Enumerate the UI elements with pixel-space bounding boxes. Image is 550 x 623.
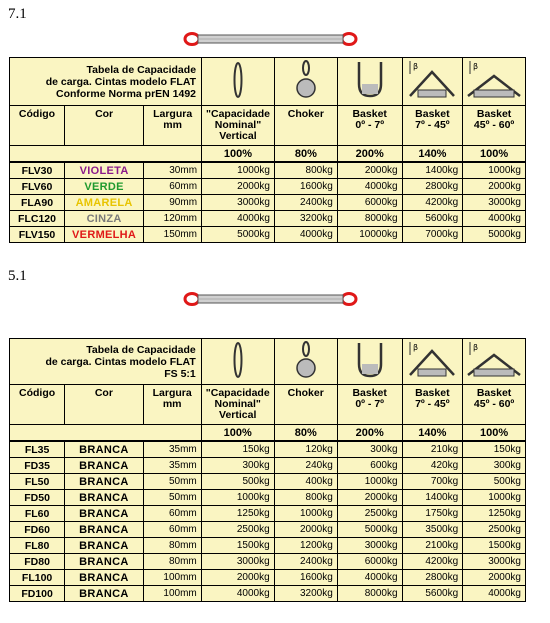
- header-basket-45-60: Basket 45º - 60º: [463, 106, 526, 146]
- cell-width: 150mm: [144, 227, 202, 243]
- cell-choker: 240kg: [274, 458, 337, 474]
- basket-angle-7-45-icon: [402, 58, 463, 106]
- cell-code: FD35: [10, 458, 65, 474]
- table-row: [10, 179, 526, 195]
- cell-code: FL60: [10, 506, 65, 522]
- section-label-7-1: 7.1: [8, 6, 27, 22]
- header-basket-0-7: Basket 0º - 7º: [337, 106, 402, 146]
- cell-color: BRANCA: [65, 522, 143, 538]
- cell-vertical: 500kg: [201, 474, 274, 490]
- svg-text:β: β: [413, 62, 419, 71]
- cell-vertical: 150kg: [201, 441, 274, 458]
- cell-color: CINZA: [65, 211, 144, 227]
- cell-width: 80mm: [143, 554, 201, 570]
- table-row: [10, 227, 526, 243]
- cell-basket-7-45: 420kg: [402, 458, 463, 474]
- pct-basket-0-7: 200%: [337, 146, 402, 163]
- cell-choker: 800kg: [274, 162, 337, 179]
- cell-color: BRANCA: [65, 570, 143, 586]
- cell-basket-7-45: 1400kg: [402, 490, 463, 506]
- pct-blank: [10, 146, 202, 163]
- cell-width: 50mm: [143, 490, 201, 506]
- basket-hitch-icon: [337, 339, 402, 385]
- basket-hitch-icon: [337, 58, 402, 106]
- cell-choker: 400kg: [274, 474, 337, 490]
- cell-code: FLV30: [10, 162, 65, 179]
- cell-choker: 2400kg: [274, 195, 337, 211]
- cell-basket-45-60: 150kg: [463, 441, 526, 458]
- table-row: [10, 211, 526, 227]
- header-basket-0-7: Basket 0º - 7º: [337, 385, 402, 425]
- cell-color: BRANCA: [65, 490, 143, 506]
- pct-vertical: 100%: [201, 425, 274, 442]
- table-row: [10, 506, 526, 522]
- cell-basket-45-60: 2000kg: [463, 570, 526, 586]
- cell-vertical: 300kg: [201, 458, 274, 474]
- cell-vertical: 4000kg: [202, 211, 275, 227]
- pct-choker: 80%: [274, 425, 337, 442]
- cell-width: 30mm: [144, 162, 202, 179]
- cell-color: BRANCA: [65, 538, 143, 554]
- cell-basket-45-60: 1000kg: [463, 490, 526, 506]
- cell-width: 60mm: [144, 179, 202, 195]
- cell-basket-0-7: 4000kg: [337, 570, 402, 586]
- cell-vertical: 1000kg: [202, 162, 275, 179]
- cell-basket-0-7: 8000kg: [337, 211, 402, 227]
- cell-choker: 3200kg: [274, 211, 337, 227]
- cell-width: 100mm: [143, 570, 201, 586]
- cell-width: 60mm: [143, 522, 201, 538]
- header-basket-7-45: Basket 7º - 45º: [402, 106, 463, 146]
- header-cor: Cor: [65, 385, 143, 425]
- svg-text:β: β: [473, 62, 479, 71]
- cell-code: FL35: [10, 441, 65, 458]
- cell-code: FL100: [10, 570, 65, 586]
- cell-color: BRANCA: [65, 506, 143, 522]
- cell-basket-0-7: 4000kg: [337, 179, 402, 195]
- cell-code: FD60: [10, 522, 65, 538]
- cell-vertical: 1000kg: [201, 490, 274, 506]
- cell-basket-45-60: 2000kg: [463, 179, 526, 195]
- cell-code: FLA90: [10, 195, 65, 211]
- cell-color: VERMELHA: [65, 227, 144, 243]
- table-row: [10, 522, 526, 538]
- cell-choker: 120kg: [274, 441, 337, 458]
- cell-basket-45-60: 5000kg: [463, 227, 526, 243]
- table-title: Tabela de Capacidade de carga. Cintas modelo FLAT FS 5:1: [10, 339, 202, 385]
- cell-choker: 2400kg: [274, 554, 337, 570]
- table-row: [10, 554, 526, 570]
- cell-choker: 2000kg: [274, 522, 337, 538]
- cell-basket-0-7: 2500kg: [337, 506, 402, 522]
- cell-vertical: 3000kg: [202, 195, 275, 211]
- cell-width: 80mm: [143, 538, 201, 554]
- cell-basket-7-45: 2800kg: [402, 570, 463, 586]
- cell-vertical: 4000kg: [201, 586, 274, 602]
- cell-basket-7-45: 3500kg: [402, 522, 463, 538]
- basket-angle-45-60-icon: [463, 339, 526, 385]
- cell-choker: 3200kg: [274, 586, 337, 602]
- header-largura: Largura mm: [144, 106, 202, 146]
- cell-basket-0-7: 10000kg: [337, 227, 402, 243]
- table-row: [10, 195, 526, 211]
- pct-basket-45-60: 100%: [463, 146, 526, 163]
- table-title: Tabela de Capacidade de carga. Cintas modelo FLAT Conforme Norma prEN 1492: [10, 58, 202, 106]
- cell-basket-0-7: 3000kg: [337, 538, 402, 554]
- header-codigo: Código: [10, 106, 65, 146]
- basket-angle-7-45-icon: [402, 339, 463, 385]
- table-row: [10, 538, 526, 554]
- cell-basket-7-45: 5600kg: [402, 586, 463, 602]
- basket-angle-45-60-icon: [463, 58, 526, 106]
- cell-vertical: 5000kg: [202, 227, 275, 243]
- cell-code: FL80: [10, 538, 65, 554]
- cell-width: 50mm: [143, 474, 201, 490]
- pct-choker: 80%: [274, 146, 337, 163]
- cell-basket-0-7: 600kg: [337, 458, 402, 474]
- cell-basket-0-7: 300kg: [337, 441, 402, 458]
- header-codigo: Código: [10, 385, 65, 425]
- cell-width: 35mm: [143, 441, 201, 458]
- cell-basket-45-60: 500kg: [463, 474, 526, 490]
- pct-basket-45-60: 100%: [463, 425, 526, 442]
- cell-code: FD100: [10, 586, 65, 602]
- header-basket-7-45: Basket 7º - 45º: [402, 385, 463, 425]
- cell-basket-45-60: 3000kg: [463, 195, 526, 211]
- cell-choker: 4000kg: [274, 227, 337, 243]
- header-basket-45-60: Basket 45º - 60º: [463, 385, 526, 425]
- cell-width: 90mm: [144, 195, 202, 211]
- cell-basket-7-45: 700kg: [402, 474, 463, 490]
- section-label-5-1: 5.1: [8, 268, 27, 284]
- cell-width: 120mm: [144, 211, 202, 227]
- cell-basket-0-7: 8000kg: [337, 586, 402, 602]
- cell-color: BRANCA: [65, 458, 143, 474]
- cell-basket-45-60: 300kg: [463, 458, 526, 474]
- choker-hitch-icon: [274, 58, 337, 106]
- vertical-lift-icon: [201, 339, 274, 385]
- cell-choker: 1600kg: [274, 179, 337, 195]
- cell-width: 100mm: [143, 586, 201, 602]
- cell-code: FD80: [10, 554, 65, 570]
- cell-color: VIOLETA: [65, 162, 144, 179]
- cell-color: BRANCA: [65, 474, 143, 490]
- cell-vertical: 2500kg: [201, 522, 274, 538]
- cell-choker: 1200kg: [274, 538, 337, 554]
- header-choker: Choker: [274, 385, 337, 425]
- cell-choker: 800kg: [274, 490, 337, 506]
- cell-basket-45-60: 1000kg: [463, 162, 526, 179]
- table-row: [10, 441, 526, 458]
- cell-choker: 1000kg: [274, 506, 337, 522]
- cell-basket-45-60: 1250kg: [463, 506, 526, 522]
- table-row: [10, 458, 526, 474]
- cell-basket-45-60: 4000kg: [463, 586, 526, 602]
- pct-basket-7-45: 140%: [402, 146, 463, 163]
- pct-basket-7-45: 140%: [402, 425, 463, 442]
- table-row: [10, 490, 526, 506]
- cell-basket-7-45: 1750kg: [402, 506, 463, 522]
- cell-basket-0-7: 2000kg: [337, 490, 402, 506]
- vertical-lift-icon: [202, 58, 275, 106]
- cell-code: FLV150: [10, 227, 65, 243]
- svg-text:β: β: [473, 343, 479, 352]
- cell-basket-0-7: 2000kg: [337, 162, 402, 179]
- cell-width: 60mm: [143, 506, 201, 522]
- cell-vertical: 1500kg: [201, 538, 274, 554]
- cell-color: AMARELA: [65, 195, 144, 211]
- cell-choker: 1600kg: [274, 570, 337, 586]
- pct-blank: [10, 425, 202, 442]
- pct-vertical: 100%: [202, 146, 275, 163]
- cell-basket-7-45: 210kg: [402, 441, 463, 458]
- flat-sling-icon: [183, 31, 358, 47]
- cell-width: 35mm: [143, 458, 201, 474]
- cell-basket-45-60: 1500kg: [463, 538, 526, 554]
- cell-basket-0-7: 6000kg: [337, 554, 402, 570]
- cell-color: BRANCA: [65, 441, 143, 458]
- cell-vertical: 2000kg: [201, 570, 274, 586]
- cell-basket-0-7: 1000kg: [337, 474, 402, 490]
- cell-basket-7-45: 1400kg: [402, 162, 463, 179]
- cell-code: FLV60: [10, 179, 65, 195]
- header-vertical: "Capacidade Nominal" Vertical: [202, 106, 275, 146]
- cell-basket-0-7: 6000kg: [337, 195, 402, 211]
- cell-code: FD50: [10, 490, 65, 506]
- header-largura: Largura mm: [143, 385, 201, 425]
- cell-basket-7-45: 4200kg: [402, 554, 463, 570]
- cell-color: VERDE: [65, 179, 144, 195]
- cell-vertical: 2000kg: [202, 179, 275, 195]
- capacity-table-5-1: [9, 338, 526, 602]
- choker-hitch-icon: [274, 339, 337, 385]
- cell-basket-45-60: 3000kg: [463, 554, 526, 570]
- header-choker: Choker: [274, 106, 337, 146]
- table-row: [10, 474, 526, 490]
- cell-basket-7-45: 2100kg: [402, 538, 463, 554]
- cell-vertical: 3000kg: [201, 554, 274, 570]
- header-vertical: "Capacidade Nominal" Vertical: [201, 385, 274, 425]
- cell-code: FL50: [10, 474, 65, 490]
- cell-basket-7-45: 7000kg: [402, 227, 463, 243]
- cell-basket-0-7: 5000kg: [337, 522, 402, 538]
- cell-color: BRANCA: [65, 554, 143, 570]
- cell-basket-7-45: 5600kg: [402, 211, 463, 227]
- cell-basket-45-60: 2500kg: [463, 522, 526, 538]
- cell-color: BRANCA: [65, 586, 143, 602]
- table-row: [10, 570, 526, 586]
- cell-code: FLC120: [10, 211, 65, 227]
- svg-text:β: β: [413, 343, 419, 352]
- header-cor: Cor: [65, 106, 144, 146]
- table-row: [10, 586, 526, 602]
- cell-basket-7-45: 2800kg: [402, 179, 463, 195]
- flat-sling-icon: [183, 291, 358, 307]
- capacity-table-7-1: [9, 57, 526, 243]
- cell-vertical: 1250kg: [201, 506, 274, 522]
- cell-basket-45-60: 4000kg: [463, 211, 526, 227]
- pct-basket-0-7: 200%: [337, 425, 402, 442]
- cell-basket-7-45: 4200kg: [402, 195, 463, 211]
- table-row: [10, 162, 526, 179]
